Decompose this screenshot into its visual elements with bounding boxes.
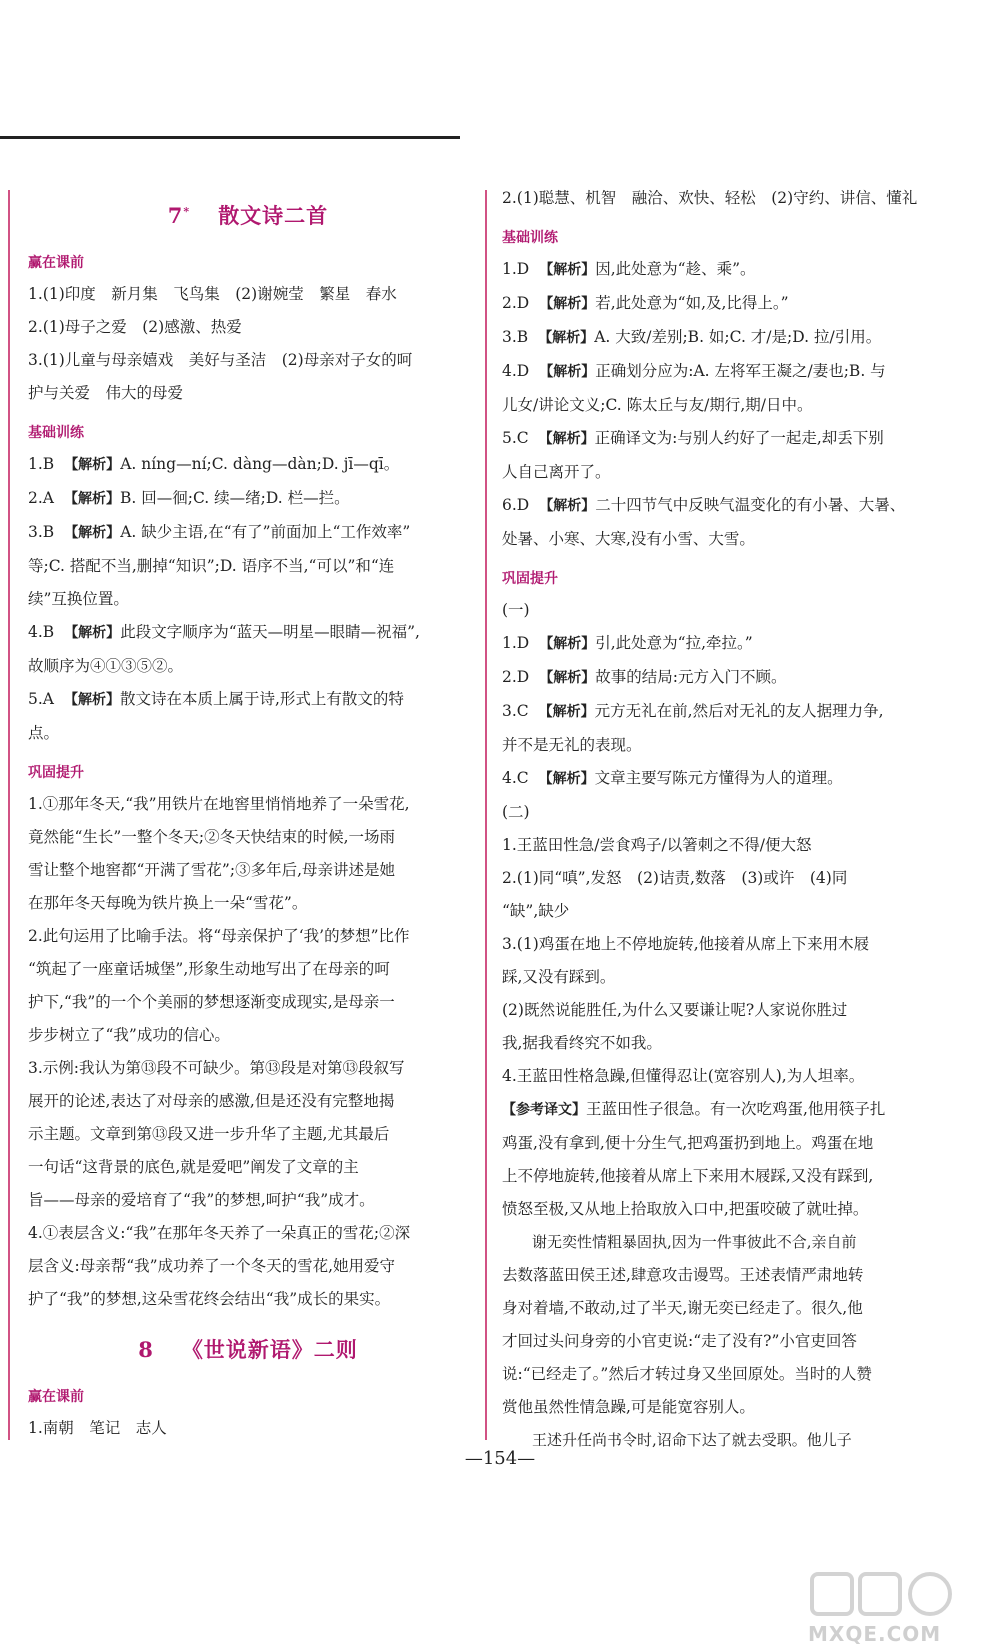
answer-text: 二十四节气中反映气温变化的有小暑、大暑、 xyxy=(595,496,906,514)
answer-key: 6.D xyxy=(502,496,530,514)
answer-item xyxy=(28,516,468,550)
answer-line: 2.(1)母子之爱 (2)感激、热爱 xyxy=(28,318,242,336)
answer-line: 踩,又没有踩到。 xyxy=(502,968,616,986)
answer-item xyxy=(502,355,950,389)
answer-line: 竟然能“生长”一整个冬天;②冬天快结束的时候,一场雨 xyxy=(28,828,395,846)
answer-item xyxy=(28,550,468,583)
answer-key: 3.B xyxy=(28,523,55,541)
answer-text: 点。 xyxy=(28,724,60,742)
answer-line: 3.(1)鸡蛋在地上不停地旋转,他接着从席上下来用木屐 xyxy=(502,935,870,953)
translation-line: 说:“已经走了。”然后才转过身又坐回原处。当时的人赞 xyxy=(502,1365,872,1383)
answer-line: 展开的论述,表达了对母亲的感激,但是还没有完整地揭 xyxy=(28,1092,395,1110)
answer-text: 续”互换位置。 xyxy=(28,590,129,608)
right-column xyxy=(502,182,950,1457)
answer-line: 步步树立了“我”成功的信心。 xyxy=(28,1026,230,1044)
answer-item xyxy=(28,583,468,616)
analysis-tag: 【解析】 xyxy=(538,704,595,720)
answer-item xyxy=(28,717,468,750)
answer-line: 4.王蓝田性格急躁,但懂得忍让(宽容别人),为人坦率。 xyxy=(502,1067,865,1085)
translation-paragraph: 王述升任尚书令时,诏命下达了就去受职。他儿子 xyxy=(532,1431,852,1449)
answer-line: 1.南朝 笔记 志人 xyxy=(28,1419,167,1437)
translation-line: 身对着墙,不敢动,过了半天,谢无奕已经走了。很久,他 xyxy=(502,1299,863,1317)
answer-key: 2.D xyxy=(502,294,530,312)
section-heading-pre-class: 赢在课前 xyxy=(28,255,84,271)
analysis-tag: 【解析】 xyxy=(538,431,595,447)
analysis-tag: 【解析】 xyxy=(538,771,595,787)
analysis-tag: 【解析】 xyxy=(539,636,596,652)
answer-line: 示主题。文章到第⑬段又进一步升华了主题,尤其最后 xyxy=(28,1125,390,1143)
translation-tag: 【参考译文】 xyxy=(502,1102,586,1118)
answer-item xyxy=(502,661,950,695)
answer-line: 一句话“这背景的底色,就是爱吧”阐发了文章的主 xyxy=(28,1158,359,1176)
answer-item xyxy=(502,489,950,523)
top-rule xyxy=(0,136,460,139)
lesson-7-title: 7* 散文诗二首 xyxy=(167,203,329,228)
answer-text: 正确译文为:与别人约好了一起走,却丢下别 xyxy=(594,429,884,447)
answer-line: 我,据我看终究不如我。 xyxy=(502,1034,662,1052)
section-heading-pre-class-8: 赢在课前 xyxy=(28,1389,84,1405)
answer-key: 5.A xyxy=(28,690,54,708)
answer-text: 正确划分应为:A. 左将军王凝之/妻也;B. 与 xyxy=(595,362,886,380)
answer-item xyxy=(502,253,950,287)
answer-item xyxy=(502,762,950,796)
left-margin-rule xyxy=(8,190,10,1440)
analysis-tag: 【解析】 xyxy=(539,364,596,380)
answer-text: 处暑、小寒、大寒,没有小雪、大雪。 xyxy=(502,530,755,548)
answer-item xyxy=(502,456,950,489)
answer-line: 1.王蓝田性急/尝食鸡子/以箸刺之不得/便大怒 xyxy=(502,836,812,854)
answer-text: 散文诗在本质上属于诗,形式上有散文的特 xyxy=(119,690,404,708)
analysis-tag: 【解析】 xyxy=(539,670,596,686)
analysis-tag: 【解析】 xyxy=(539,296,596,312)
answer-line: 护了“我”的梦想,这朵雪花终会结出“我”成长的果实。 xyxy=(28,1290,391,1308)
page-number: —154— xyxy=(464,1448,536,1469)
analysis-tag: 【解析】 xyxy=(64,525,121,541)
answer-item xyxy=(28,448,468,482)
answer-line: 护与关爱 伟大的母爱 xyxy=(28,384,184,402)
answer-line: 3.示例:我认为第⑬段不可缺少。第⑬段是对第⑬段叙写 xyxy=(28,1059,405,1077)
answer-line: 1.①那年冬天,“我”用铁片在地窖里悄悄地养了一朵雪花, xyxy=(28,795,410,813)
answer-key: 2.A xyxy=(28,489,54,507)
answer-line: (2)既然说能胜任,为什么又要谦让呢?人家说你胜过 xyxy=(502,1001,848,1019)
answer-line: 在那年冬天每晚为铁片换上一朵“雪花”。 xyxy=(28,894,308,912)
part-label: (二) xyxy=(502,803,530,821)
translation-first-line: 【参考译文】王蓝田性子很急。有一次吃鸡蛋,他用筷子扎 xyxy=(502,1100,886,1118)
answer-text: 引,此处意为“拉,牵拉。” xyxy=(595,634,753,652)
section-heading-consolidate: 巩固提升 xyxy=(28,765,84,781)
analysis-tag: 【解析】 xyxy=(539,262,596,278)
answer-key: 4.B xyxy=(28,623,55,641)
answer-text: 并不是无礼的表现。 xyxy=(502,736,642,754)
answer-line: 2.(1)同“嗔”,发怒 (2)诘责,数落 (3)或许 (4)同 xyxy=(502,869,848,887)
analysis-tag: 【解析】 xyxy=(64,625,121,641)
translation-paragraph: 谢无奕性情粗暴固执,因为一件事彼此不合,亲自前 xyxy=(532,1233,857,1251)
answer-item xyxy=(502,627,950,661)
translation-line: 鸡蛋,没有拿到,便十分生气,把鸡蛋扔到地上。鸡蛋在地 xyxy=(502,1134,874,1152)
answer-key: 1.D xyxy=(502,260,530,278)
answer-item xyxy=(502,389,950,422)
answer-key: 2.D xyxy=(502,668,530,686)
answer-key: 1.B xyxy=(28,455,55,473)
column-divider xyxy=(485,190,487,1440)
translation-line: 赏他虽然性情急躁,可是能宽容别人。 xyxy=(502,1398,755,1416)
answer-text: 人自己离开了。 xyxy=(502,463,611,481)
answer-item xyxy=(502,422,950,456)
answer-text: A. 大致/差别;B. 如;C. 才/是;D. 拉/引用。 xyxy=(594,328,882,346)
answer-key: 3.C xyxy=(502,702,529,720)
analysis-tag: 【解析】 xyxy=(63,692,120,708)
answer-item xyxy=(502,287,950,321)
answer-key: 5.C xyxy=(502,429,529,447)
answer-text: A. níng—ní;C. dàng—dàn;D. jī—qī。 xyxy=(120,455,400,473)
analysis-tag: 【解析】 xyxy=(64,457,121,473)
translation-line: 愤怒至极,又从地上拾取放入口中,把蛋咬破了就吐掉。 xyxy=(502,1200,869,1218)
answer-text: B. 回—徊;C. 续—绪;D. 栏—拦。 xyxy=(119,489,350,507)
answer-line: “筑起了一座童话城堡”,形象生动地写出了在母亲的呵 xyxy=(28,960,390,978)
watermark-graphic xyxy=(808,1568,988,1628)
section-heading-basic: 基础训练 xyxy=(28,425,84,441)
lesson-8-title: 8 《世说新语》二则 xyxy=(138,1337,358,1362)
answer-text: 此段文字顺序为“蓝天—明星—眼睛—祝福”, xyxy=(120,623,420,641)
answer-line: 3.(1)儿童与母亲嬉戏 美好与圣洁 (2)母亲对子女的呵 xyxy=(28,351,413,369)
watermark-text: MXQE.COM xyxy=(808,1622,942,1646)
answer-line: 4.①表层含义:“我”在那年冬天养了一朵真正的雪花;②深 xyxy=(28,1224,411,1242)
answer-text: 故事的结局:元方入门不顾。 xyxy=(595,668,787,686)
answer-text: 故顺序为④①③⑤②。 xyxy=(28,657,184,675)
answer-line: 1.(1)印度 新月集 飞鸟集 (2)谢婉莹 繁星 春水 xyxy=(28,285,397,303)
section-heading-basic-8: 基础训练 xyxy=(502,230,558,246)
answer-line: “缺”,缺少 xyxy=(502,902,570,920)
answer-item xyxy=(502,695,950,729)
answer-line: 2.(1)聪慧、机智 融洽、欢快、轻松 (2)守约、讲信、懂礼 xyxy=(502,189,918,207)
left-column xyxy=(28,182,468,1445)
answer-item xyxy=(502,729,950,762)
answer-line: 层含义:母亲帮“我”成功养了一个冬天的雪花,她用爱守 xyxy=(28,1257,395,1275)
answer-item xyxy=(28,650,468,683)
answer-key: 3.B xyxy=(502,328,529,346)
answer-text: 若,此处意为“如,及,比得上。” xyxy=(595,294,789,312)
answer-item xyxy=(502,523,950,556)
analysis-tag: 【解析】 xyxy=(538,330,595,346)
answer-line: 雪让整个地窖都“开满了雪花”;③多年后,母亲讲述是她 xyxy=(28,861,395,879)
answer-text: 因,此处意为“趁、乘”。 xyxy=(595,260,756,278)
answer-key: 1.D xyxy=(502,634,530,652)
answer-text: 儿女/讲论文义;C. 陈太丘与友/期行,期/日中。 xyxy=(502,396,813,414)
answer-line: 护下,“我”的一个个美丽的梦想逐渐变成现实,是母亲一 xyxy=(28,993,395,1011)
watermark-logo xyxy=(808,1568,988,1646)
answer-item xyxy=(28,683,468,717)
answer-key: 4.C xyxy=(502,769,529,787)
analysis-tag: 【解析】 xyxy=(63,491,120,507)
answer-key: 4.D xyxy=(502,362,530,380)
translation-line: 去数落蓝田侯王述,肆意攻击谩骂。王述表情严肃地转 xyxy=(502,1266,864,1284)
analysis-tag: 【解析】 xyxy=(539,498,596,514)
translation-line: 上不停地旋转,他接着从席上下来用木屐踩,又没有踩到, xyxy=(502,1167,874,1185)
part-label: (一) xyxy=(502,601,530,619)
answer-item xyxy=(502,321,950,355)
section-heading-consolidate-8: 巩固提升 xyxy=(502,571,558,587)
answer-text: 文章主要写陈元方懂得为人的道理。 xyxy=(594,769,843,787)
answer-item xyxy=(28,482,468,516)
answer-text: 元方无礼在前,然后对无礼的友人据理力争, xyxy=(594,702,884,720)
answer-item xyxy=(28,616,468,650)
answer-text: A. 缺少主语,在“有了”前面加上“工作效率” xyxy=(120,523,411,541)
translation-line: 才回过头问身旁的小官吏说:“走了没有?”小官吏回答 xyxy=(502,1332,857,1350)
answer-line: 2.此句运用了比喻手法。将“母亲保护了‘我’的梦想”比作 xyxy=(28,927,410,945)
answer-text: 等;C. 搭配不当,删掉“知识”;D. 语序不当,“可以”和“连 xyxy=(28,557,395,575)
answer-line: 旨——母亲的爱培育了“我”的梦想,呵护“我”成才。 xyxy=(28,1191,375,1209)
